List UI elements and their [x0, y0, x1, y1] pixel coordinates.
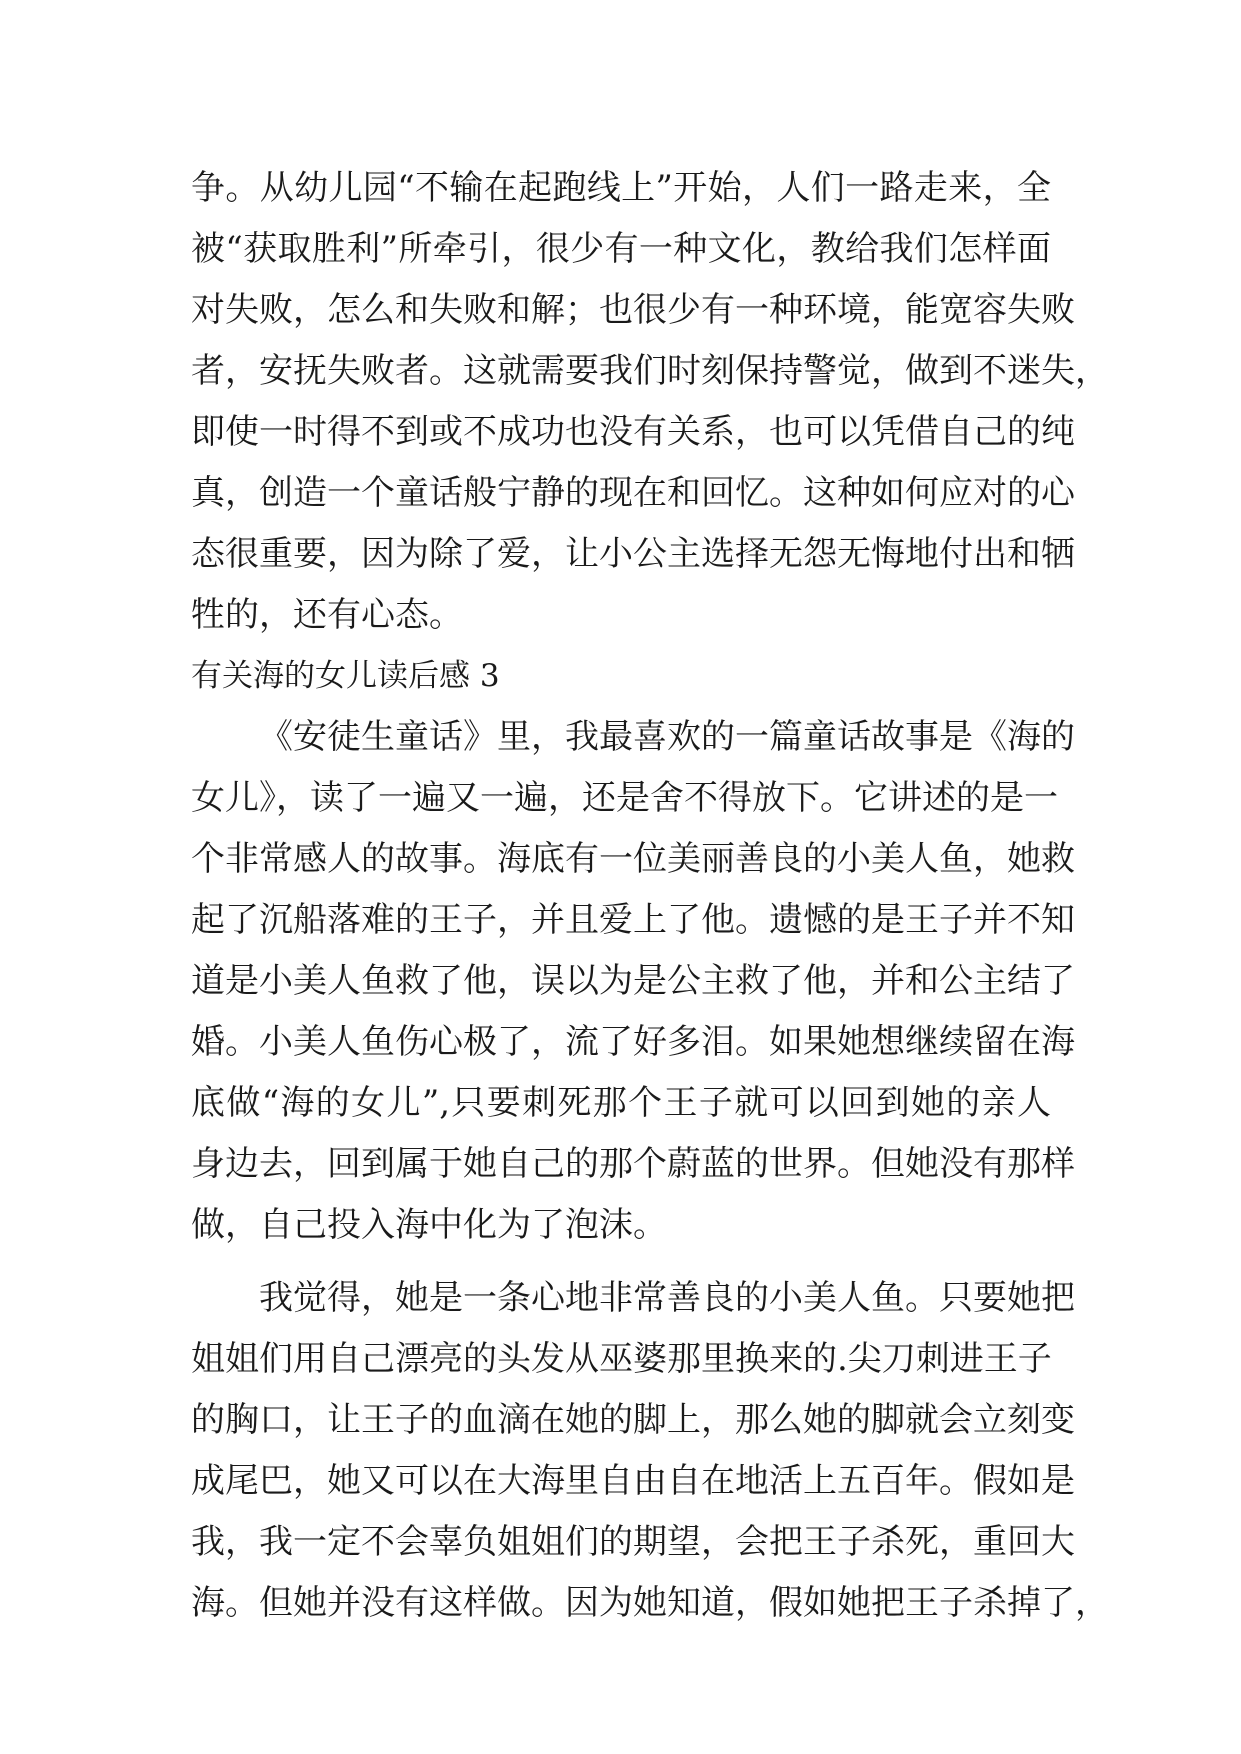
text-line: 者，安抚失败者。这就需要我们时刻保持警觉，做到不迷失，	[191, 351, 1109, 391]
text-line: 婚。小美人鱼伤心极了，流了好多泪。如果她想继续留在海	[191, 1022, 1075, 1062]
text-line: 女儿》，读了一遍又一遍，还是舍不得放下。它讲述的是一	[191, 778, 1058, 818]
paragraph-3	[191, 1268, 1109, 1634]
text-line: 的胸口，让王子的血滴在她的脚上，那么她的脚就会立刻变	[191, 1400, 1075, 1440]
text-line: 被“获取胜利”所牵引，很少有一种文化，教给我们怎样面	[191, 229, 1051, 269]
section-heading: 有关海的女儿读后感 3	[191, 658, 500, 694]
text-line: 身边去，回到属于她自己的那个蔚蓝的世界。但她没有那样	[191, 1144, 1075, 1184]
text-line: 争。从幼儿园“不输在起跑线上”开始，人们一路走来，全	[191, 168, 1051, 208]
text-line: 我，我一定不会辜负姐姐们的期望，会把王子杀死，重回大	[191, 1522, 1075, 1562]
text-line: 起了沉船落难的王子，并且爱上了他。遗憾的是王子并不知	[191, 900, 1075, 940]
paragraph-2	[191, 707, 1075, 1256]
text-line: 道是小美人鱼救了他，误以为是公主救了他，并和公主结了	[191, 961, 1075, 1001]
text-line: 真，创造一个童话般宁静的现在和回忆。这种如何应对的心	[191, 473, 1075, 513]
text-line: 态很重要，因为除了爱，让小公主选择无怨无悔地付出和牺	[191, 534, 1075, 574]
text-line: 成尾巴，她又可以在大海里自由自在地活上五百年。假如是	[191, 1461, 1075, 1501]
text-line: 对失败，怎么和失败和解；也很少有一种环境，能宽容失败	[191, 290, 1075, 330]
text-line: 个非常感人的故事。海底有一位美丽善良的小美人鱼，她救	[191, 839, 1075, 879]
text-line: 做，自己投入海中化为了泡沫。	[191, 1205, 667, 1245]
text-line: 即使一时得不到或不成功也没有关系，也可以凭借自己的纯	[191, 412, 1075, 452]
text-line: 《安徒生童话》里，我最喜欢的一篇童话故事是《海的	[259, 717, 1075, 757]
text-line: 牲的，还有心态。	[191, 595, 463, 635]
paragraph-1	[191, 158, 1109, 646]
document-page	[191, 158, 1109, 1634]
text-line: 姐姐们用自己漂亮的头发从巫婆那里换来的.尖刀刺进王子	[191, 1339, 1052, 1379]
paragraph-spacer	[191, 1256, 1051, 1268]
text-line: 海。但她并没有这样做。因为她知道，假如她把王子杀掉了，	[191, 1583, 1109, 1623]
text-line: 底做“海的女儿”,只要刺死那个王子就可以回到她的亲人	[191, 1083, 1051, 1123]
text-line: 我觉得，她是一条心地非常善良的小美人鱼。只要她把	[259, 1278, 1075, 1318]
